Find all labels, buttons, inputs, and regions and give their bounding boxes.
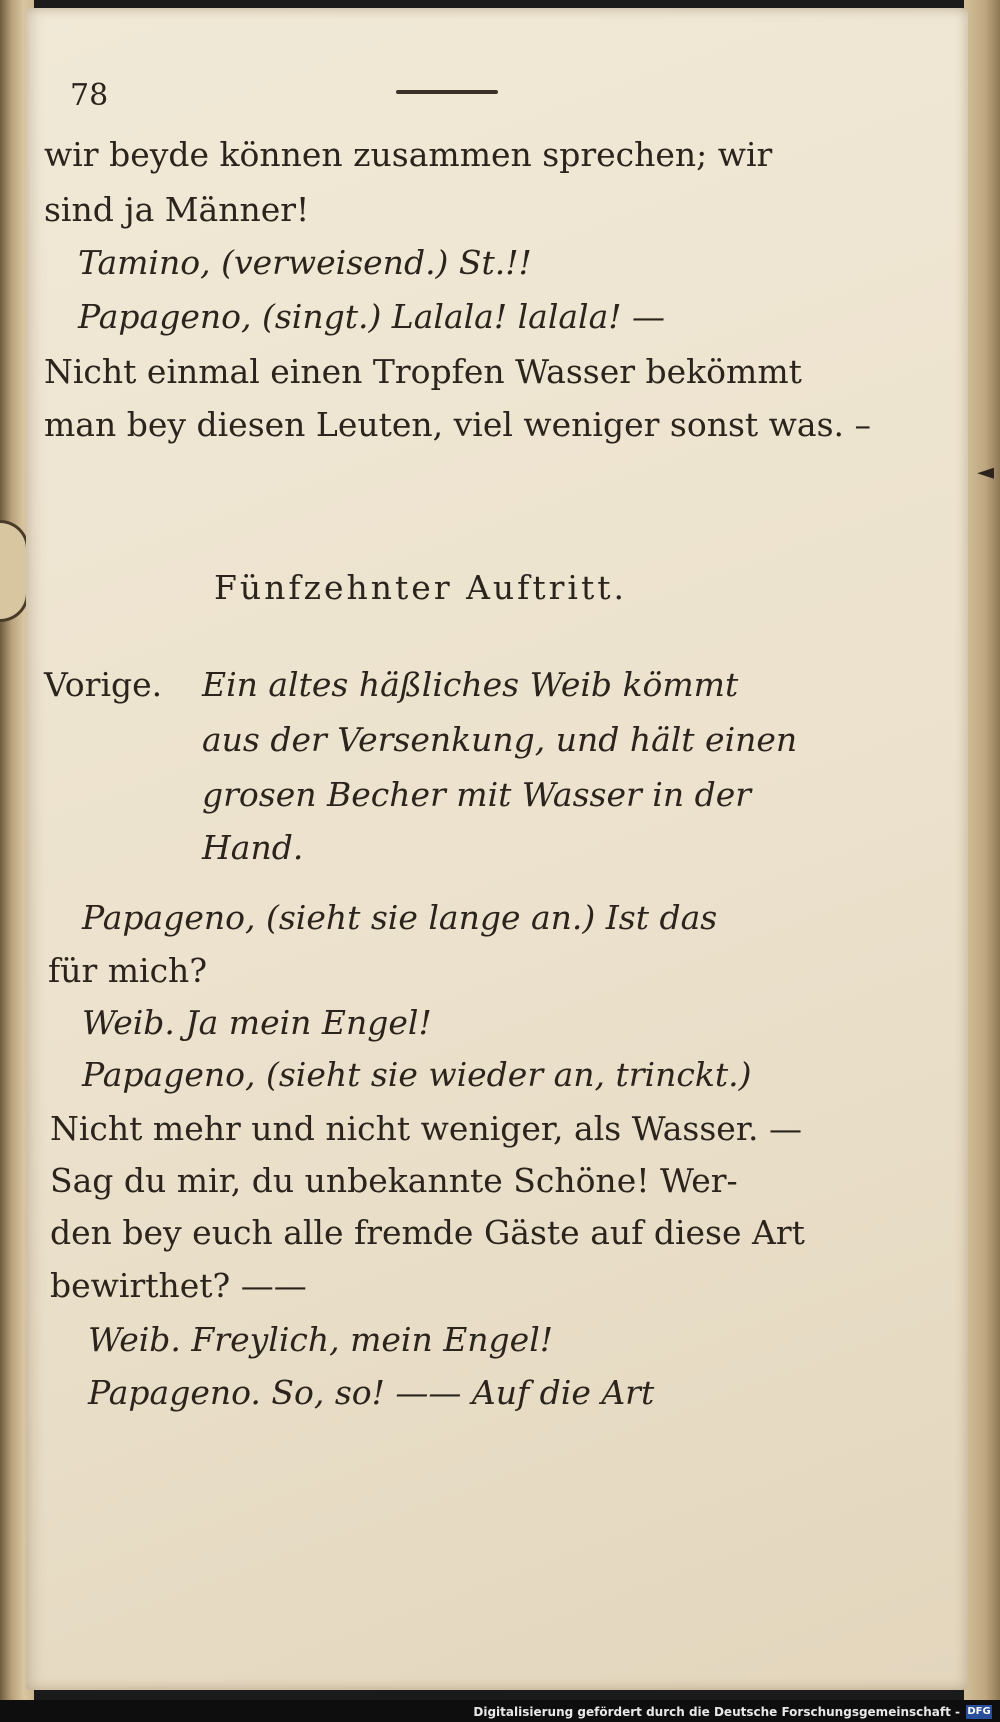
text-line: Nicht einmal einen Tropfen Wasser bekömmt <box>44 352 802 391</box>
dfg-logo-icon: DFG <box>967 1706 991 1717</box>
text-line: bewirthet? —— <box>50 1266 307 1305</box>
dialogue-line: Papageno, (sieht sie wieder an, trinckt.) <box>82 1055 752 1094</box>
book-page <box>26 8 968 1690</box>
dialogue-line: Papageno, (sieht sie lange an.) Ist das <box>82 898 718 937</box>
page-marker-icon: ◄ <box>977 460 994 485</box>
text-line: Nicht mehr und nicht weniger, als Wasser. — <box>50 1109 802 1148</box>
stage-direction: grosen Becher mit Wasser in der <box>202 775 751 814</box>
book-clasp <box>0 520 29 622</box>
text-line: Sag du mir, du unbekannte Schöne! Wer- <box>50 1161 738 1200</box>
stage-direction: Papageno, (singt.) Lalala! lalala! — <box>78 297 666 336</box>
digitization-credit: Digitalisierung gefördert durch die Deutsche Forschungsgemeinschaft - <box>473 1705 960 1719</box>
text-line: sind ja Männer! <box>44 190 310 229</box>
text-line: den bey euch alle fremde Gäste auf diese Art <box>50 1213 805 1252</box>
stage-direction: Hand. <box>202 828 304 867</box>
scene-heading: Fünfzehnter Auftritt. <box>214 568 627 607</box>
stage-direction: Ein altes häßliches Weib kömmt <box>202 665 739 704</box>
stage-direction: Tamino, (verweisend.) St.!! <box>78 243 532 282</box>
text-line: wir beyde können zusammen sprechen; wir <box>44 135 773 174</box>
dialogue-line: Weib. Freylich, mein Engel! <box>88 1320 554 1359</box>
page-number: 78 <box>70 78 109 113</box>
book-edge-right <box>964 0 1000 1700</box>
header-rule <box>396 90 498 94</box>
dialogue-line: Weib. Ja mein Engel! <box>82 1003 432 1042</box>
text-line: man bey diesen Leuten, viel weniger sonst was. – <box>44 405 871 444</box>
stage-direction: aus der Versenkung, und hält einen <box>202 720 798 759</box>
dialogue-line: Papageno. So, so! —— Auf die Art <box>88 1373 655 1412</box>
speaker-label: Vorige. <box>44 665 163 704</box>
text-line: für mich? <box>48 951 208 990</box>
footer-bar <box>0 1700 1000 1722</box>
